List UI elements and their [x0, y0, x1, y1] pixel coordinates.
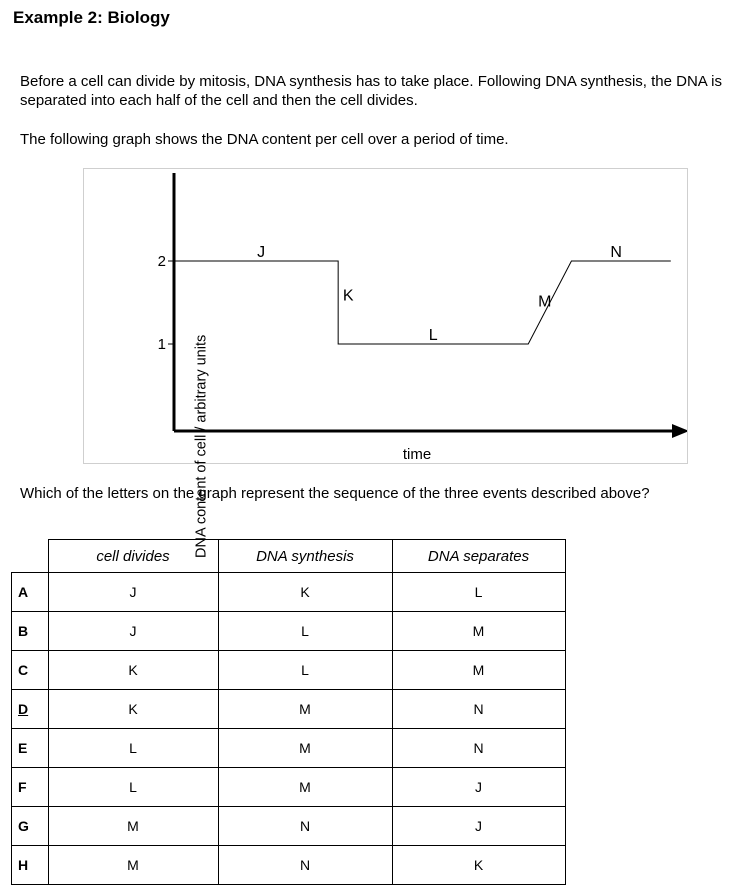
answer-cell: L — [218, 612, 392, 651]
answer-cell: L — [218, 651, 392, 690]
answer-cell: J — [392, 807, 565, 846]
answer-option-label — [12, 651, 49, 690]
x-axis-label: time — [402, 446, 432, 463]
dna-content-line — [174, 261, 671, 344]
answer-cell: J — [48, 612, 218, 651]
answer-cell: M — [218, 690, 392, 729]
answer-option-label — [12, 573, 49, 612]
answer-option-letter: A — [18, 584, 29, 600]
answer-table-header-row — [12, 540, 566, 573]
answer-row-b[interactable] — [12, 612, 566, 651]
answer-option-letter: G — [18, 818, 29, 834]
answer-table — [11, 539, 566, 885]
segment-label-n: N — [610, 244, 622, 261]
answer-row-e[interactable] — [12, 729, 566, 768]
answer-cell: K — [218, 573, 392, 612]
answer-cell: L — [48, 729, 218, 768]
answer-cell: N — [218, 807, 392, 846]
answer-option-letter: D — [18, 701, 29, 717]
intro-paragraph: Before a cell can divide by mitosis, DNA synthesis has to take place. Following DNA synthesis, the DNA is separated into each half of the cell and then the cell divides. — [20, 73, 722, 109]
answer-option-label — [12, 729, 49, 768]
answer-option-label — [12, 807, 49, 846]
answer-table-body — [12, 573, 566, 885]
answer-option-label — [12, 612, 49, 651]
answer-cell: M — [218, 729, 392, 768]
answer-option-letter: C — [18, 662, 29, 678]
y-tick-label: 2 — [157, 253, 166, 270]
answer-option-letter: E — [18, 740, 28, 756]
graph-series — [174, 261, 671, 344]
header-corner-cell — [12, 540, 49, 573]
segment-label-j: J — [257, 244, 266, 261]
answer-option-label — [12, 768, 49, 807]
graph-svg — [84, 169, 687, 463]
answer-cell: M — [218, 768, 392, 807]
header-cell-divides: cell divides — [48, 540, 218, 573]
answer-cell: M — [392, 612, 565, 651]
answer-row-a[interactable] — [12, 573, 566, 612]
header-dna-separates: DNA separates — [392, 540, 565, 573]
answer-row-d[interactable] — [12, 690, 566, 729]
answer-cell: L — [48, 768, 218, 807]
answer-row-g[interactable] — [12, 807, 566, 846]
graph-segment-labels — [257, 244, 622, 344]
graph-y-axis-label — [193, 334, 212, 558]
answer-cell: N — [392, 729, 565, 768]
y-tick-label: 1 — [157, 336, 166, 353]
segment-label-k: K — [342, 287, 354, 305]
x-axis-arrowhead — [672, 424, 687, 438]
answer-option-letter: F — [18, 779, 27, 795]
answer-cell: L — [392, 573, 565, 612]
graph-axes — [158, 173, 687, 463]
segment-label-m: M — [538, 293, 552, 311]
page-title: Example 2: Biology — [13, 8, 170, 27]
answer-option-label — [12, 846, 49, 885]
y-axis-label-text: DNA content of cell / arbitrary units — [193, 334, 210, 558]
answer-row-f[interactable] — [12, 768, 566, 807]
answer-cell: K — [392, 846, 565, 885]
answer-option-letter: H — [18, 857, 29, 873]
question-text: Which of the letters on the graph represent the sequence of the three events described above? — [20, 485, 650, 502]
answer-row-c[interactable] — [12, 651, 566, 690]
answer-cell: M — [48, 807, 218, 846]
answer-option-label — [12, 690, 49, 729]
segment-label-l: L — [428, 327, 438, 344]
graph-intro-paragraph: The following graph shows the DNA content per cell over a period of time. — [20, 131, 509, 148]
answer-cell: J — [48, 573, 218, 612]
answer-cell: M — [48, 846, 218, 885]
answer-cell: N — [218, 846, 392, 885]
answer-cell: M — [392, 651, 565, 690]
answer-cell: J — [392, 768, 565, 807]
header-dna-synthesis: DNA synthesis — [218, 540, 392, 573]
answer-row-h[interactable] — [12, 846, 566, 885]
answer-option-letter: B — [18, 623, 29, 639]
answer-cell: K — [48, 651, 218, 690]
answer-cell: N — [392, 690, 565, 729]
answer-cell: K — [48, 690, 218, 729]
